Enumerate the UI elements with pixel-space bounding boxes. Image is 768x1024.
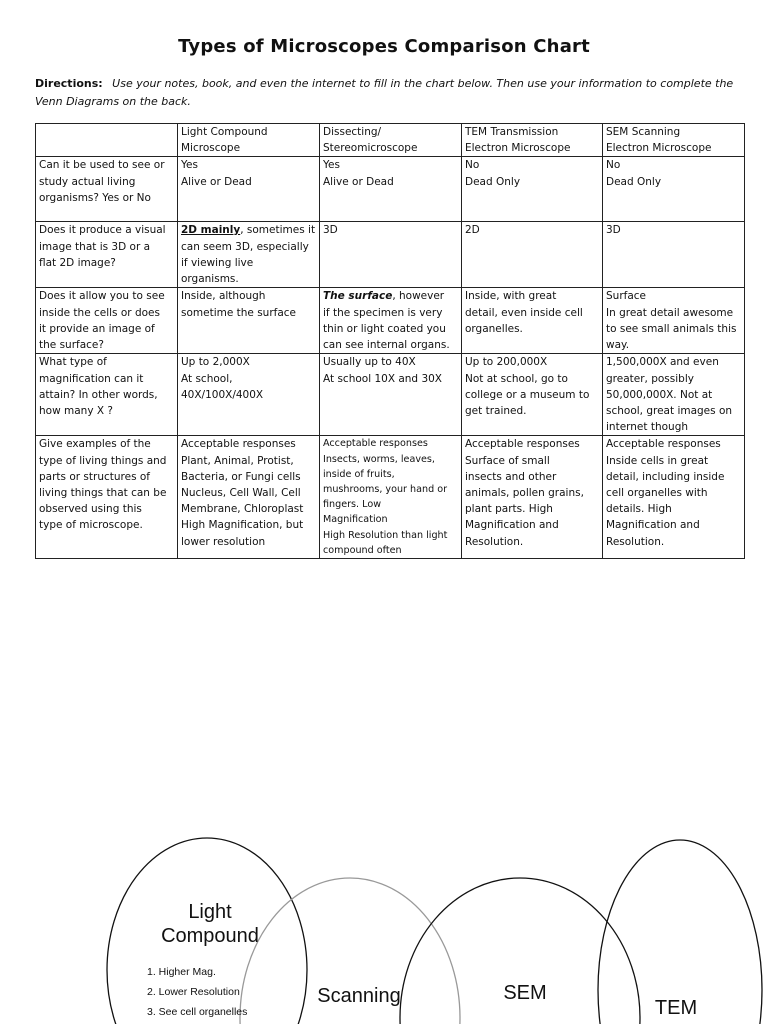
answer-cell [603, 288, 745, 354]
cell-text: insects and other [465, 470, 557, 483]
cell-text: What type of [39, 356, 107, 369]
answer-cell [178, 288, 320, 354]
cell-text: Acceptable responses [465, 438, 580, 451]
question-cell [36, 288, 178, 354]
cell-text: attain? In other words, [39, 388, 158, 401]
cell-text: Usually up to 40X [323, 356, 416, 369]
cell-text: lower resolution [181, 535, 266, 548]
cell-text: High Magnification, but [181, 519, 304, 532]
cell-text: parts or structures of [39, 470, 150, 483]
answer-cell [178, 222, 320, 288]
answer-cell [462, 288, 603, 354]
cell-text: inside of fruits, [323, 468, 395, 480]
header-cell-empty [36, 124, 178, 157]
cell-text: animals, pollen grains, [465, 487, 584, 500]
emphasis-text: 2D mainly [181, 224, 241, 237]
answer-cell [178, 436, 320, 559]
cell-text: No [465, 159, 480, 172]
header-text: Electron Microscope [465, 142, 571, 155]
table-row [36, 157, 745, 222]
answer-cell [603, 222, 745, 288]
cell-text: if viewing live [181, 256, 254, 269]
cell-text: Yes [323, 159, 340, 172]
venn-label-light-compound [150, 900, 270, 948]
cell-text: organisms. [181, 273, 239, 286]
cell-text: image that is 3D or a [39, 240, 151, 253]
cell-text: Not at school, go to [465, 372, 568, 385]
question-cell [36, 157, 178, 222]
cell-text: flat 2D image? [39, 256, 116, 269]
cell-text: 3D [323, 224, 338, 237]
comparison-chart-table [35, 123, 745, 559]
header-text: Stereomicroscope [323, 142, 418, 155]
cell-text: type of microscope. [39, 519, 143, 532]
cell-text: plant parts. High [465, 503, 553, 516]
cell-text: Magnification and [465, 519, 559, 532]
header-cell-light-compound [178, 124, 320, 157]
cell-text: observed using this [39, 503, 142, 516]
cell-text [181, 222, 316, 238]
cell-text: Surface [606, 290, 647, 303]
header-text: Microscope [181, 142, 241, 155]
cell-text: can see internal organs. [323, 339, 450, 352]
cell-text-rest: , however [392, 290, 445, 303]
answer-cell [462, 222, 603, 288]
cell-text: if the specimen is very [323, 306, 443, 319]
cell-text: magnification can it [39, 372, 144, 385]
header-text: Light Compound [181, 126, 268, 138]
cell-text: details. High [606, 503, 672, 516]
venn-label-text: Light [188, 901, 232, 923]
directions-text-line2: Venn Diagrams on the back. [35, 95, 191, 108]
header-cell-dissecting [320, 124, 462, 157]
venn-label-sem: SEM [503, 982, 547, 1004]
cell-text: At school, [181, 372, 233, 385]
cell-text: the surface? [39, 339, 104, 352]
cell-text: college or a museum to [465, 388, 590, 401]
cell-text-rest: , sometimes it [240, 224, 316, 237]
venn-label-scanning: Scanning [317, 985, 401, 1007]
cell-text: Bacteria, or Fungi cells [181, 470, 301, 483]
venn-label-tem: TEM [654, 997, 698, 1019]
cell-text: mushrooms, your hand or [323, 484, 448, 496]
cell-text: organisms? Yes or No [39, 191, 151, 204]
question-cell [36, 222, 178, 288]
cell-text: greater, possibly [606, 372, 694, 385]
cell-text: way. [606, 339, 630, 352]
cell-text: At school 10X and 30X [323, 372, 442, 385]
cell-text: Can it be used to see or [39, 159, 165, 172]
header-text: SEM Scanning [606, 126, 681, 138]
header-cell-tem [462, 124, 603, 157]
cell-text: Resolution. [606, 535, 665, 548]
cell-text: compound often [323, 544, 402, 556]
list-item: 2. Lower Resolution [147, 986, 240, 998]
answer-cell [603, 354, 745, 436]
cell-text: to see small animals this [606, 322, 737, 335]
list-item: 1. Higher Mag. [147, 966, 216, 978]
cell-text: Inside, with great [465, 290, 557, 303]
answer-cell [320, 288, 462, 354]
cell-text: get trained. [465, 405, 527, 418]
cell-text: 40X/100X/400X [181, 388, 264, 401]
answer-cell [603, 436, 745, 559]
cell-text: Alive or Dead [323, 175, 394, 188]
page-title: Types of Microscopes Comparison Chart [178, 36, 590, 57]
venn-label-text: Compound [161, 925, 259, 947]
cell-text: Yes [181, 159, 198, 172]
cell-text: sometime the surface [181, 306, 297, 319]
emphasis-text: The surface [323, 290, 393, 303]
answer-cell [320, 436, 462, 559]
cell-text: inside the cells or does [39, 306, 160, 319]
cell-text: Plant, Animal, Protist, [181, 454, 294, 467]
cell-text: 50,000,000X. Not at [606, 388, 713, 401]
cell-text [323, 288, 458, 304]
answer-cell [178, 354, 320, 436]
cell-text: thin or light coated you [323, 322, 446, 335]
cell-text: fingers. Low [323, 499, 382, 511]
question-cell [36, 354, 178, 436]
cell-text: 2D [465, 224, 480, 237]
cell-text: Does it allow you to see [39, 290, 165, 303]
cell-text: detail, including inside [606, 470, 725, 483]
cell-text: it provide an image of [39, 322, 155, 335]
cell-text: Resolution. [465, 535, 524, 548]
cell-text: Acceptable responses [323, 438, 428, 450]
cell-text: Inside, although [181, 290, 266, 303]
cell-text: Insects, worms, leaves, [323, 453, 435, 465]
header-text: TEM Transmission [465, 126, 559, 138]
header-text: Electron Microscope [606, 142, 712, 155]
cell-text: Membrane, Chloroplast [181, 503, 304, 516]
header-cell-sem [603, 124, 745, 157]
cell-text: study actual living [39, 175, 136, 188]
answer-cell [178, 157, 320, 222]
table-row [36, 354, 745, 436]
answer-cell [320, 354, 462, 436]
cell-text: Magnification and [606, 519, 700, 532]
cell-text: Magnification [323, 514, 388, 526]
answer-cell [462, 436, 603, 559]
cell-text: High Resolution than light [323, 529, 448, 541]
cell-text: type of living things and [39, 454, 167, 467]
directions [35, 75, 735, 111]
cell-text: living things that can be [39, 487, 167, 500]
answer-cell [320, 222, 462, 288]
header-text: Dissecting/ [323, 126, 382, 138]
directions-label: Directions: [35, 77, 103, 90]
cell-text: Dead Only [606, 175, 662, 188]
cell-text: Nucleus, Cell Wall, Cell [181, 487, 301, 500]
cell-text: Alive or Dead [181, 175, 252, 188]
cell-text: Acceptable responses [181, 438, 296, 451]
cell-text: can seem 3D, especially [181, 240, 309, 253]
cell-text: Give examples of the [39, 438, 151, 451]
cell-text: cell organelles with [606, 487, 708, 500]
cell-text: school, great images on [606, 405, 733, 418]
cell-text: detail, even inside cell [465, 306, 583, 319]
cell-text: organelles. [465, 322, 523, 335]
table-row [36, 288, 745, 354]
cell-text: Up to 200,000X [465, 356, 548, 369]
venn-light-list [147, 962, 247, 1022]
cell-text: internet though [606, 421, 689, 434]
cell-text: In great detail awesome [606, 306, 734, 319]
table-row [36, 436, 745, 559]
header-row [36, 124, 745, 157]
question-cell [36, 436, 178, 559]
table-row [36, 222, 745, 288]
cell-text: Up to 2,000X [181, 356, 250, 369]
cell-text: Inside cells in great [606, 454, 709, 467]
cell-text: Does it produce a visual [39, 224, 166, 237]
directions-text-line1: Use your notes, book, and even the internet to fill in the chart below. Then use your information to complete the [112, 77, 734, 90]
answer-cell [320, 157, 462, 222]
cell-text: 3D [606, 224, 621, 237]
cell-text: Acceptable responses [606, 438, 721, 451]
list-item: 3. See cell organelles [147, 1006, 248, 1018]
cell-text: Surface of small [465, 454, 550, 467]
cell-text: No [606, 159, 621, 172]
cell-text: Dead Only [465, 175, 521, 188]
answer-cell [462, 157, 603, 222]
answer-cell [603, 157, 745, 222]
cell-text: 1,500,000X and even [606, 356, 719, 369]
cell-text: how many X ? [39, 405, 113, 418]
answer-cell [462, 354, 603, 436]
